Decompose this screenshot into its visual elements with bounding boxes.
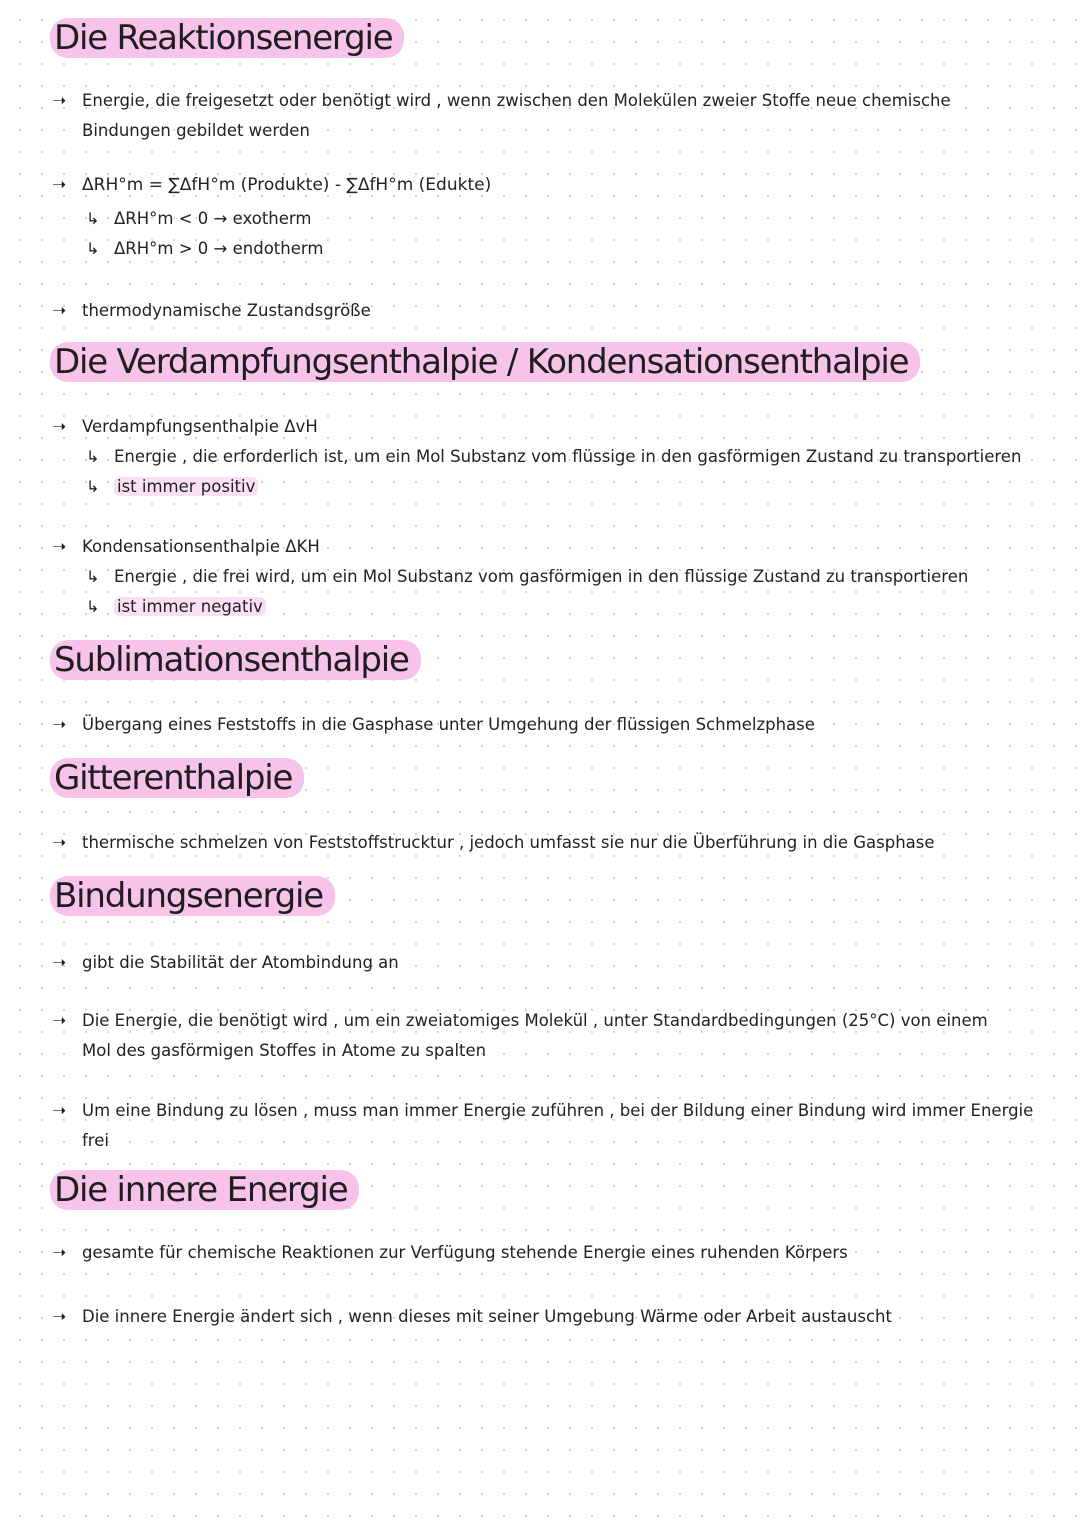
heading-highlight: Die Verdampfungsenthalpie / Kondensationsenthalpie (50, 342, 920, 382)
arrow-icon: ➝ (52, 1307, 67, 1327)
arrow-icon: ➝ (52, 715, 67, 735)
bullet-text: Verdampfungsenthalpie ΔvH (82, 417, 318, 436)
bullet-text: gibt die Stabilität der Atombindung an (82, 953, 399, 972)
bullet-text-line1: Die Energie, die benötigt wird , um ein zweiatomiges Molekül , unter Standardbedingungen (25°C) von einem (82, 1011, 988, 1030)
bullet-zustandsgroesse (52, 296, 1042, 326)
bullet-text: thermische schmelzen von Feststoffstrucktur , jedoch umfasst sie nur die Überführung in die Gasphase (82, 833, 935, 852)
bullet-text: Die innere Energie ändert sich , wenn dieses mit seiner Umgebung Wärme oder Arbeit austauscht (82, 1307, 892, 1326)
sub-endotherm (86, 234, 1036, 264)
arrow-icon: ➝ (52, 953, 67, 973)
heading-highlight: Bindungsenergie (50, 876, 335, 916)
sub-text: ΔRH°m > 0 → endotherm (114, 239, 324, 258)
heading-reaktionsenergie (50, 18, 404, 58)
heading-highlight: Gitterenthalpie (50, 758, 304, 798)
bullet-text-line2: frei (82, 1131, 109, 1150)
sub-kondensation-energie (86, 562, 1036, 592)
formula-text: ΔRH°m = ∑ΔfH°m (Produkte) - ∑ΔfH°m (Edukte) (82, 175, 492, 195)
bullet-text: Übergang eines Feststoffs in die Gasphase unter Umgehung der flüssigen Schmelzphase (82, 715, 815, 734)
arrow-icon: ➝ (52, 91, 67, 111)
bullet-text: thermodynamische Zustandsgröße (82, 301, 371, 320)
bullet-bindung-energie (52, 1006, 1042, 1066)
sub-text: Energie , die erforderlich ist, um ein Mol Substanz vom flüssige in den gasförmigen Zustand zu transportieren (114, 447, 1022, 466)
bullet-innere-aenderung (52, 1302, 1042, 1332)
heading-verdampfung (50, 342, 920, 382)
sub-arrow-icon: ↳ (86, 447, 100, 466)
sub-arrow-icon: ↳ (86, 239, 100, 258)
heading-innere-energie (50, 1170, 359, 1210)
arrow-icon: ➝ (52, 1101, 67, 1121)
sub-arrow-icon: ↳ (86, 597, 100, 616)
bullet-text-line2: Mol des gasförmigen Stoffes in Atome zu spalten (82, 1041, 487, 1060)
sub-arrow-icon: ↳ (86, 567, 100, 586)
bullet-bindung-stabilitaet (52, 948, 1042, 978)
bullet-gitter (52, 828, 1042, 858)
bullet-text: gesamte für chemische Reaktionen zur Verfügung stehende Energie eines ruhenden Körpers (82, 1243, 848, 1262)
arrow-icon: ➝ (52, 175, 67, 195)
arrow-icon: ➝ (52, 1243, 67, 1263)
heading-highlight: Sublimationsenthalpie (50, 640, 421, 680)
arrow-icon: ➝ (52, 301, 67, 321)
sub-verdampfung-energie (86, 442, 1036, 472)
sub-arrow-icon: ↳ (86, 477, 100, 496)
bullet-text-line1: Um eine Bindung zu lösen , muss man immer Energie zuführen , bei der Bildung einer Bindung wird immer Energie (82, 1101, 1034, 1120)
bullet-bindung-loesen (52, 1096, 1042, 1156)
sub-text: ist immer negativ (114, 597, 266, 616)
bullet-text-line2: Bindungen gebildet werden (82, 121, 310, 140)
sub-text: ΔRH°m < 0 → exotherm (114, 209, 312, 228)
sub-kondensation-negativ (86, 592, 1036, 622)
sub-arrow-icon: ↳ (86, 209, 100, 228)
arrow-icon: ➝ (52, 1011, 67, 1031)
sub-text: ist immer positiv (114, 477, 258, 496)
arrow-icon: ➝ (52, 833, 67, 853)
bullet-reaktionsenergie-definition (52, 86, 1042, 146)
bullet-kondensationsenthalpie (52, 532, 1042, 562)
bullet-sublimation (52, 710, 1042, 740)
heading-gitter (50, 758, 304, 798)
arrow-icon: ➝ (52, 537, 67, 557)
heading-sublimation (50, 640, 421, 680)
bullet-verdampfungsenthalpie (52, 412, 1042, 442)
bullet-innere-gesamte (52, 1238, 1042, 1268)
heading-highlight: Die Reaktionsenergie (50, 18, 404, 58)
bullet-text-line1: Energie, die freigesetzt oder benötigt wird , wenn zwischen den Molekülen zweier Stoffe neue chemische (82, 91, 951, 110)
heading-highlight: Die innere Energie (50, 1170, 359, 1210)
sub-text: Energie , die frei wird, um ein Mol Substanz vom gasförmigen in den flüssige Zustand zu transportieren (114, 567, 969, 586)
sub-verdampfung-positiv (86, 472, 1036, 502)
sub-exotherm (86, 204, 1036, 234)
arrow-icon: ➝ (52, 417, 67, 437)
bullet-text: Kondensationsenthalpie ΔKH (82, 537, 320, 556)
heading-bindung (50, 876, 335, 916)
bullet-reaktionsenergie-formula (52, 170, 1042, 200)
